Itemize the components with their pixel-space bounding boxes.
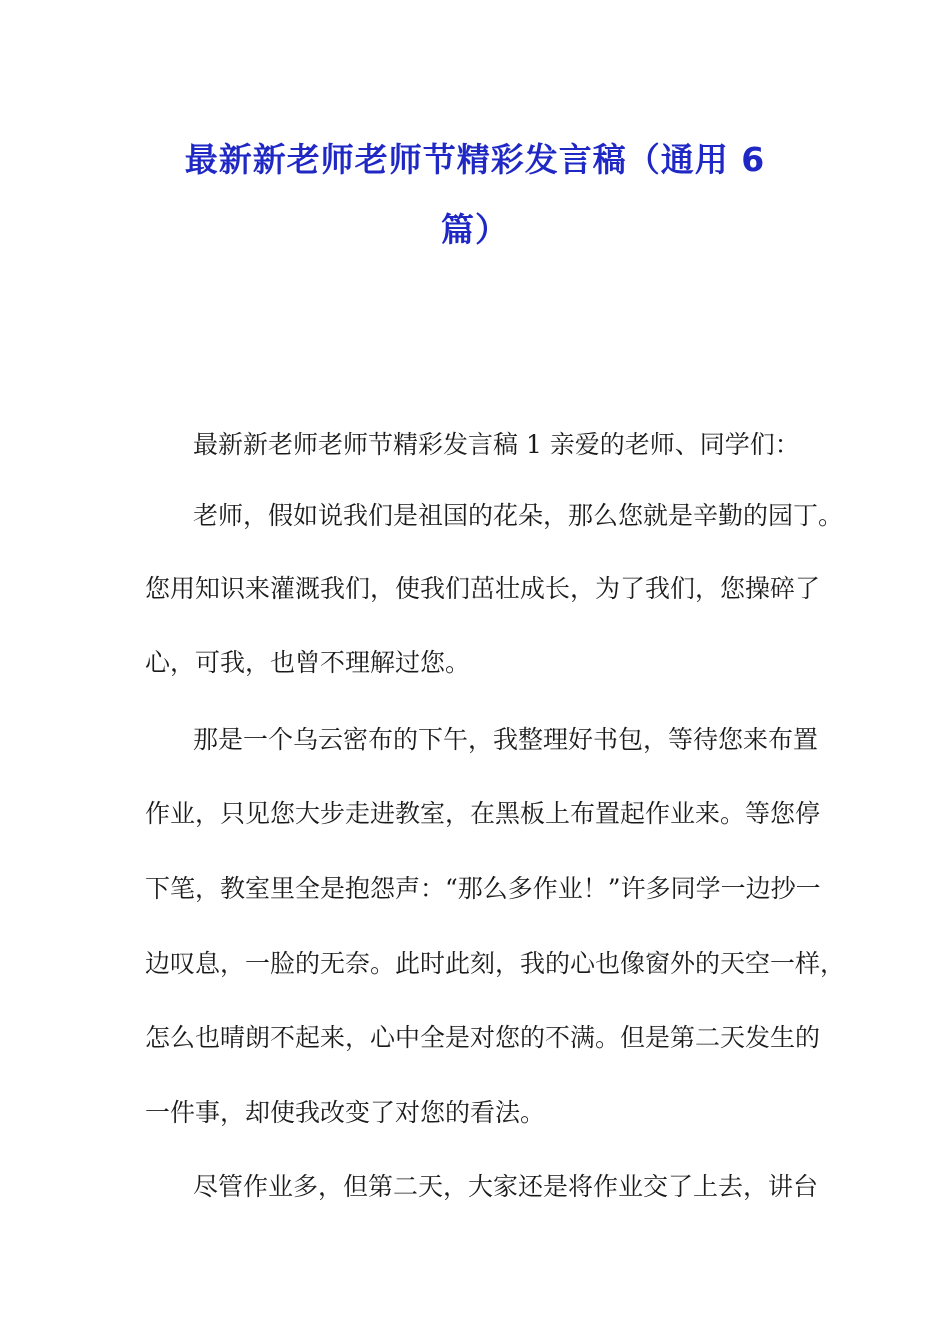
paragraph-line: 怎么也晴朗不起来，心中全是对您的不满。但是第二天发生的 <box>145 1023 821 1052</box>
paragraph-line: 那是一个乌云密布的下午，我整理好书包，等待您来布置 <box>193 725 819 754</box>
paragraph-line: 作业，只见您大步走进教室，在黑板上布置起作业来。等您停 <box>145 799 821 828</box>
paragraph-line: 一件事，却使我改变了对您的看法。 <box>145 1098 546 1127</box>
paragraph-line: 下笔，教室里全是抱怨声：“那么多作业！”许多同学一边抄一 <box>145 874 821 903</box>
paragraph-line: 您用知识来灌溉我们，使我们茁壮成长，为了我们，您操碎了 <box>145 574 821 603</box>
document-title-line-2: 篇） <box>441 210 509 249</box>
paragraph-line: 心，可我，也曾不理解过您。 <box>145 648 471 677</box>
document-title-line-1: 最新新老师老师节精彩发言稿（通用 6 <box>184 140 766 179</box>
paragraph-line: 尽管作业多，但第二天，大家还是将作业交了上去，讲台 <box>193 1172 819 1201</box>
paragraph-line: 最新新老师老师节精彩发言稿 1 亲爱的老师、同学们： <box>193 430 800 459</box>
paragraph-line: 老师，假如说我们是祖国的花朵，那么您就是辛勤的园丁。 <box>193 501 844 530</box>
paragraph-line: 边叹息，一脸的无奈。此时此刻，我的心也像窗外的天空一样， <box>145 949 846 978</box>
